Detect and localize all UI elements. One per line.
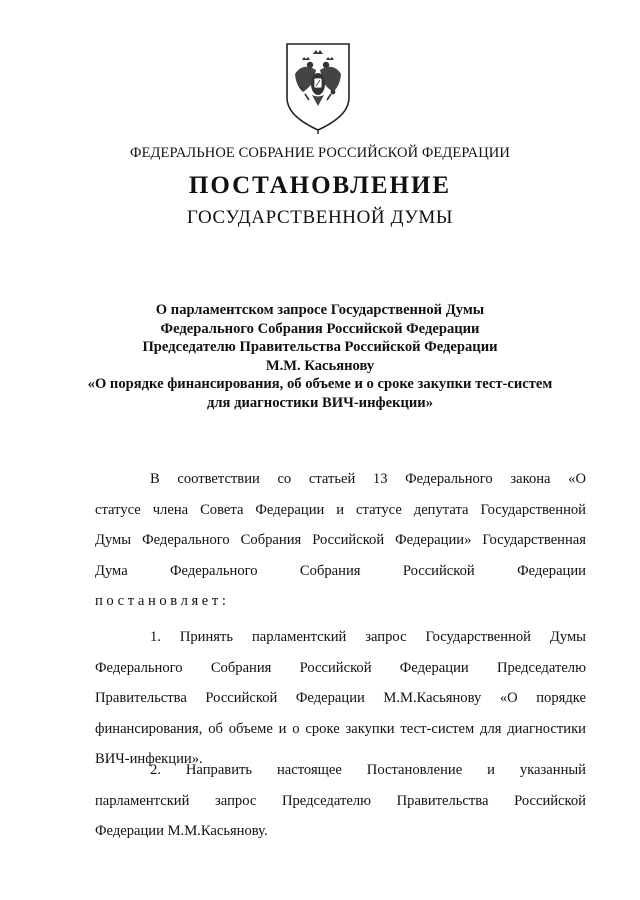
subject-line: «О порядке финансирования, об объеме и о сроке закупки тест-систем	[87, 376, 553, 393]
paragraph-line: финансирования, об объеме и о сроке закупки тест-систем для диагностики	[95, 720, 586, 737]
paragraph-line: парламентский запрос Председателю Правительства Российской	[95, 792, 586, 809]
subject-line: Председателю Правительства Российской Федерации	[142, 339, 498, 356]
subject-line: для диагностики ВИЧ-инфекции»	[206, 394, 434, 411]
coat-of-arms-icon	[283, 40, 353, 136]
parliament-name: ФЕДЕРАЛЬНОЕ СОБРАНИЕ РОССИЙСКОЙ ФЕДЕРАЦИИ	[130, 145, 510, 161]
subject-line: Федерального Собрания Российской Федерации	[160, 320, 480, 337]
resolution-item-1	[95, 622, 586, 775]
paragraph-line: Думы Федерального Собрания Российской Федерации» Государственная	[95, 532, 586, 548]
resolves-word: постановляет:	[95, 593, 230, 609]
paragraph-line: В соответствии со статьей 13 Федерального закона «О	[150, 471, 586, 487]
subject-line: М.М. Касьянову	[265, 357, 375, 374]
paragraph-line: статусе члена Совета Федерации и статусе депутата Государственной	[95, 501, 586, 518]
paragraph-line: ВИЧ-инфекции».	[95, 751, 203, 767]
paragraph-line: Федерации М.М.Касьянову.	[95, 823, 268, 839]
document-issuer: ГОСУДАРСТВЕННОЙ ДУМЫ	[186, 207, 454, 228]
subject-line: О парламентском запросе Государственной Думы	[155, 302, 485, 318]
paragraph-line: 1. Принять парламентский запрос Государственной Думы	[150, 629, 586, 645]
resolution-item-2	[95, 755, 586, 847]
paragraph-line: 2. Направить настоящее Постановление и указанный	[150, 762, 586, 778]
resolution-subject	[40, 301, 600, 413]
paragraph-line: Правительства Российской Федерации М.М.Касьянову «О порядке	[95, 690, 586, 706]
document-type-title: ПОСТАНОВЛЕНИЕ	[188, 172, 452, 199]
preamble-paragraph	[95, 464, 586, 617]
paragraph-line: Дума Федерального Собрания Российской Федерации	[95, 562, 586, 579]
paragraph-line: Федерального Собрания Российской Федерации Председателю	[95, 659, 586, 676]
